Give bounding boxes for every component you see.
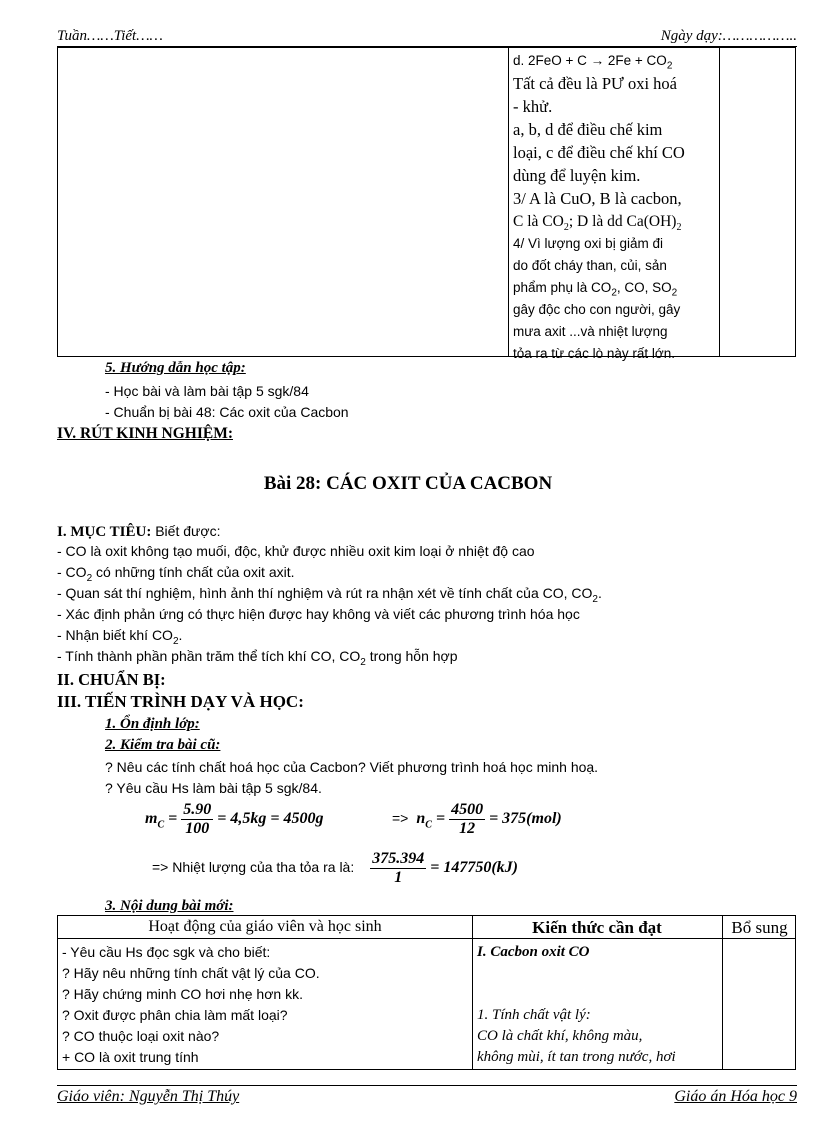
activity-row: - Yêu cầu Hs đọc sgk và cho biết: — [62, 944, 271, 960]
objective-item: - Xác định phản ứng có thực hiện được hay không và viết các phương trình hóa học — [57, 606, 580, 622]
header-teaching-date: Ngày dạy:…………….. — [660, 28, 797, 44]
section-ii-heading: II. CHUẨN BỊ: — [57, 670, 166, 689]
answer-4: 4/ Vì lượng oxi bị giảm đi — [513, 236, 663, 251]
knowledge-subheading: 1. Tính chất vật lý: — [477, 1007, 591, 1023]
guide-item: - Chuẩn bị bài 48: Các oxit của Cacbon — [105, 404, 349, 420]
continuation-table — [57, 47, 796, 361]
footer-teacher: Giáo viên: Nguyễn Thị Thúy — [57, 1088, 240, 1105]
answer-4: do đốt cháy than, củi, sản — [513, 258, 667, 273]
conclusion-line: Tất cả đều là PƯ oxi hoá — [513, 74, 678, 93]
use-line: loại, c để điều chế khí CO — [513, 143, 685, 162]
section-iii-heading: III. TIẾN TRÌNH DẠY VÀ HỌC: — [57, 692, 304, 711]
activity-row: + CO là oxit trung tính — [62, 1049, 199, 1065]
answer-4: mưa axit ...và nhiệt lượng — [513, 324, 668, 339]
activity-row: ? Oxit được phân chia làm mất loại? — [62, 1007, 288, 1023]
section-iv-heading: IV. RÚT KINH NGHIỆM: — [57, 425, 233, 442]
knowledge-line: không mùi, ít tan trong nước, hơi — [477, 1049, 676, 1065]
activity-row: ? Hãy chứng minh CO hơi nhẹ hơn kk. — [62, 986, 303, 1002]
mole-calculation: => $n_C$ = $\frac{4500}{12}$ = 375(mol) — [392, 801, 562, 837]
question: ? Yêu cầu Hs làm bài tập 5 sgk/84. — [105, 780, 322, 796]
step-2-heading: 2. Kiểm tra bài cũ: — [105, 737, 221, 753]
answer-3-cont: C là $CO_2$; D là dd $Ca(OH)_2$ — [513, 213, 682, 234]
step-3-heading: 3. Nội dung bài mới: — [105, 898, 234, 914]
activity-row: ? CO thuộc loại oxit nào? — [62, 1028, 220, 1044]
answer-4: tỏa ra từ các lò này rất lớn. — [513, 346, 675, 361]
objective-item: - $CO_2$ có những tính chất của oxit axit. — [57, 564, 295, 584]
objective-item: - Nhận biết khí $CO_2$. — [57, 627, 183, 647]
answer-4: phẩm phụ là $CO_2$, CO, $SO_2$ — [513, 280, 678, 299]
answer-4: gây độc cho con người, gây — [513, 302, 681, 317]
reaction-d: d. $2FeO + C \to 2Fe + CO_2$ — [513, 53, 673, 72]
conclusion-line: - khử. — [513, 97, 553, 116]
knowledge-heading: I. Cacbon oxit CO — [477, 944, 590, 960]
activity-row: ? Hãy nêu những tính chất vật lý của CO. — [62, 965, 320, 981]
use-line: dùng để luyện kim. — [513, 166, 641, 185]
column-header-activities: Hoạt động của giáo viên và học sinh — [148, 918, 382, 935]
guide-item: - Học bài và làm bài tập 5 sgk/84 — [105, 383, 309, 399]
knowledge-column — [513, 50, 715, 365]
lesson-title: Bài 28: CÁC OXIT CỦA CACBON — [263, 473, 553, 494]
step-1-heading: 1. Ổn định lớp: — [105, 716, 200, 732]
knowledge-line: CO là chất khí, không màu, — [477, 1028, 643, 1044]
objective-item: - Tính thành phần phần trăm thể tích khí CO, $CO_2$ trong hỗn hợp — [57, 648, 458, 668]
use-line: a, b, d để điều chế kim — [513, 120, 663, 139]
lesson-table — [57, 915, 796, 1070]
activities-column — [62, 942, 320, 1068]
mass-calculation: $m_C$ = $\frac{5.90}{100}$ = 4,5kg = 4500g — [145, 801, 324, 837]
footer-course: Giáo án Hóa học 9 — [674, 1088, 797, 1105]
heat-calculation: => Nhiệt lượng của tha tỏa ra là: $\frac{375.394}{1}$ = 147750(kJ) — [152, 850, 519, 886]
page-footer — [57, 1085, 797, 1108]
objective-item: - Quan sát thí nghiệm, hình ảnh thí nghiệm và rút ra nhận xét về tính chất của CO, $CO_2$. — [57, 585, 602, 605]
knowledge-content — [477, 942, 717, 1068]
objectives-heading: I. MỤC TIÊU: Biết được: — [57, 523, 221, 540]
header-week-period: Tuần……Tiết…… — [57, 28, 163, 44]
answer-3: 3/ A là CuO, B là cacbon, — [513, 189, 682, 208]
question: ? Nêu các tính chất hoá học của Cacbon? Viết phương trình hoá học minh hoạ. — [105, 759, 599, 775]
column-header-knowledge: Kiến thức cần đạt — [532, 918, 662, 937]
guide-heading: 5. Hướng dẫn học tập: — [105, 360, 246, 376]
page-header — [57, 28, 797, 47]
column-header-supplement: Bổ sung — [731, 918, 788, 937]
objective-item: - CO là oxit không tạo muối, độc, khử được nhiều oxit kim loại ở nhiệt độ cao — [57, 543, 535, 559]
